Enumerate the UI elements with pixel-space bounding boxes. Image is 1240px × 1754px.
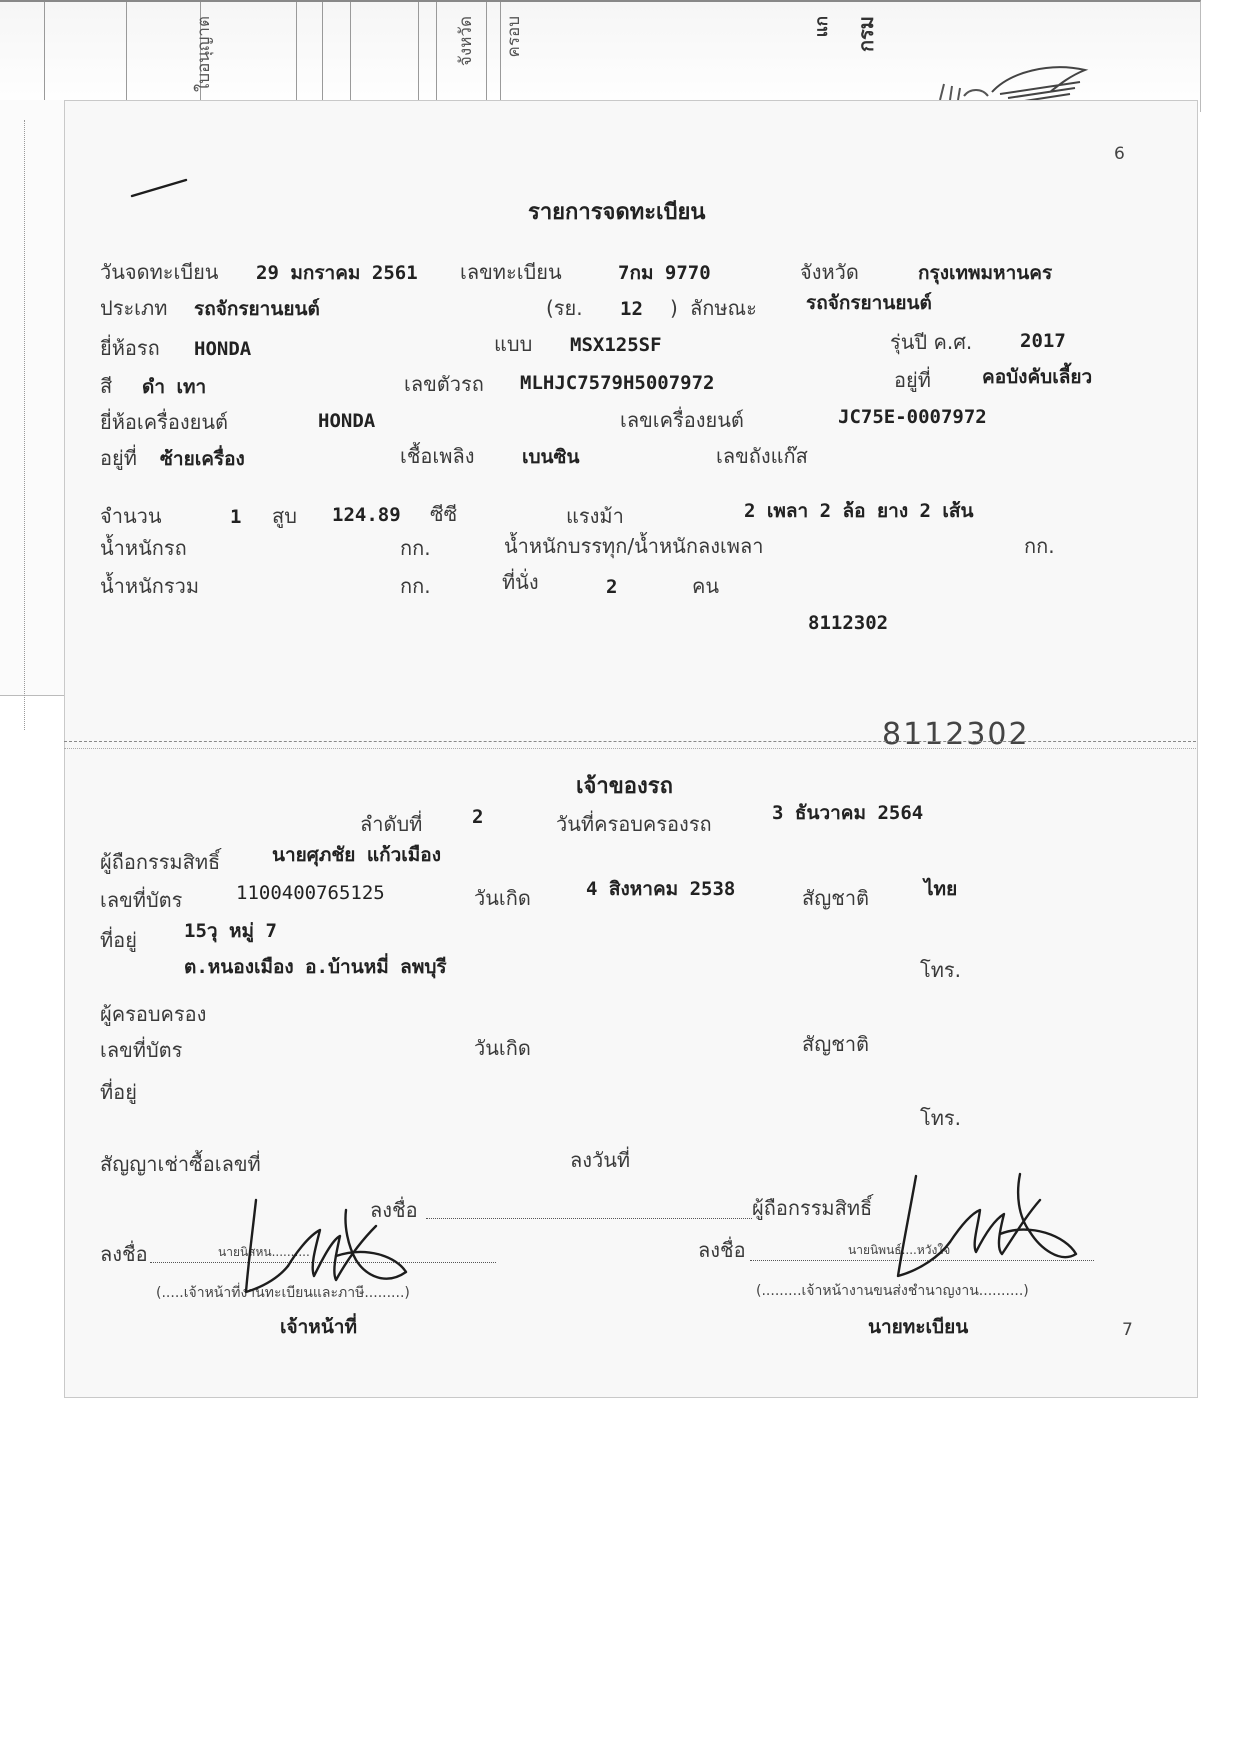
address-line-2: ต.หนองเมือง อ.บ้านหมี่ ลพบุรี [184,956,447,978]
registrar-signature [880,1170,1080,1290]
birth-date: 4 สิงหาคม 2538 [586,878,736,900]
stray-stroke [130,176,190,200]
phone-label: โทร. [920,958,962,982]
holder-sign-label: ลงชื่อ [370,1198,418,1222]
left-underlying-sheet [0,100,67,696]
cylinder-count: 1 [230,506,242,528]
chassis-label: เลขตัวรถ [404,372,484,396]
lease-contract-label: สัญญาเช่าซื้อเลขที่ [100,1152,261,1176]
possession-date: 3 ธันวาคม 2564 [772,802,924,824]
engine-number: JC75E-0007972 [838,406,987,428]
vehicle-color: ดำ เทา [142,376,207,398]
total-weight-unit: กก. [400,574,431,598]
fuel-label: เชื้อเพลิง [400,444,475,468]
perforation-line [64,741,1196,749]
plate-label: เลขทะเบียน [460,260,562,284]
engine-number-label: เลขเครื่องยนต์ [620,408,744,432]
cc-label: ซีซี [430,502,458,526]
nationality-label: สัญชาติ [802,886,870,910]
reg-date: 29 มกราคม 2561 [256,262,418,284]
load-weight-label: น้ำหนักบรรทุก/น้ำหนักลงเพลา [504,534,764,558]
engine-brand: HONDA [318,410,376,432]
chassis-location-label: อยู่ที่ [894,368,931,392]
model: MSX125SF [570,334,662,356]
engine-cc: 124.89 [332,504,401,526]
possessor-phone-label: โทร. [920,1106,962,1130]
persons-label: คน [692,574,720,598]
document-serial-large: 8112302 [882,717,1030,752]
registrar-name: นายนิพนธ์....หวังใจ [848,1243,951,1257]
holder-label: ผู้ถือกรรมสิทธิ์ [100,850,221,874]
vehicle-type: รถจักรยานยนต์ [194,298,320,320]
ry-open: (รย. [546,296,583,320]
holder-name: นายศุภชัย แก้วเมือง [272,844,441,866]
sequence-number: 2 [472,806,484,828]
model-label: แบบ [494,332,533,356]
page-number-top: 6 [1114,144,1125,164]
strip-fragment: ครอบ [504,16,524,58]
officer-signature [236,1196,416,1306]
horsepower-label: แรงม้า [566,504,624,528]
seats-label: ที่นั่ง [502,570,539,594]
gas-tank-label: เลขถังแก๊ส [716,444,808,468]
holder-sign-role: ผู้ถือกรรมสิทธิ์ [752,1196,873,1220]
officer-sign-label: ลงชื่อ [100,1242,148,1266]
count-label: จำนวน [100,504,162,528]
brand: HONDA [194,338,252,360]
birth-date-label: วันเกิด [474,886,531,910]
possessor-label: ผู้ครอบครอง [100,1002,207,1026]
cylinder-label: สูบ [272,504,297,528]
id-card-label: เลขที่บัตร [100,888,183,912]
nationality: ไทย [924,878,958,900]
address-line-1: 15วุ หมู่ 7 [184,920,277,942]
chassis-number: MLHJC7579H5007972 [520,372,715,394]
color-label: สี [100,374,113,398]
owner-title: เจ้าของรถ [576,774,673,799]
vehicle-style: รถจักรยานยนต์ [806,292,932,314]
province-label: จังหวัด [800,260,859,284]
vehicle-weight-label: น้ำหนักรถ [100,536,187,560]
strip-fragment: ใบอนุญาต [194,16,214,92]
province: กรุงเทพมหานคร [918,262,1053,284]
top-strip [0,0,1201,112]
seat-count: 2 [606,576,618,598]
model-year: 2017 [1020,330,1066,352]
fuel-type: เบนซิน [522,446,580,468]
type-label: ประเภท [100,296,168,320]
lease-date-label: ลงวันที่ [570,1148,631,1172]
load-weight-unit: กก. [1024,534,1055,558]
reg-date-label: วันจดทะเบียน [100,260,219,284]
weight-unit: กก. [400,536,431,560]
sequence-label: ลำดับที่ [360,812,423,836]
id-card-number: 1100400765125 [236,882,385,904]
style-label: ลักษณะ [690,296,757,320]
total-weight-label: น้ำหนักรวม [100,574,200,598]
brand-label: ยี่ห้อรถ [100,336,160,360]
axles-wheels-tires: 2 เพลา 2 ล้อ ยาง 2 เส้น [744,500,974,522]
registrar-role: นายทะเบียน [868,1316,969,1338]
engine-location: ซ้ายเครื่อง [160,448,245,470]
possessor-birth-date-label: วันเกิด [474,1036,531,1060]
document-serial: 8112302 [808,612,889,634]
registration-title: รายการจดทะเบียน [528,200,706,225]
ry-close: ) [670,296,678,320]
officer-name: นายนิสหน.......... [218,1245,310,1259]
address-label: ที่อยู่ [100,928,137,952]
officer-role: เจ้าหน้าที่ [280,1316,358,1338]
possessor-id-label: เลขที่บัตร [100,1038,183,1062]
strip-fragment: แก [812,16,832,38]
possessor-nationality-label: สัญชาติ [802,1032,870,1056]
possession-date-label: วันที่ครอบครองรถ [556,812,712,836]
plate-number: 7กม 9770 [618,262,711,284]
officer-position: (.....เจ้าหน้าที่งานทะเบียนและภาษี.........) [156,1285,410,1301]
page-number-bottom: 7 [1122,1320,1133,1340]
year-label: รุ่นปี ค.ศ. [890,330,973,354]
engine-location-label: อยู่ที่ [100,446,137,470]
ry-number: 12 [620,298,643,320]
strip-fragment: กรม [854,16,878,53]
chassis-location: คอบังคับเลี้ยว [982,366,1093,388]
possessor-address-label: ที่อยู่ [100,1080,137,1104]
registrar-position: (.........เจ้าหน้างานขนส่งชำนาญงาน..........) [756,1283,1029,1299]
registrar-sign-label: ลงชื่อ [698,1238,746,1262]
engine-brand-label: ยี่ห้อเครื่องยนต์ [100,410,229,434]
strip-fragment: จังหวัด [456,16,476,67]
